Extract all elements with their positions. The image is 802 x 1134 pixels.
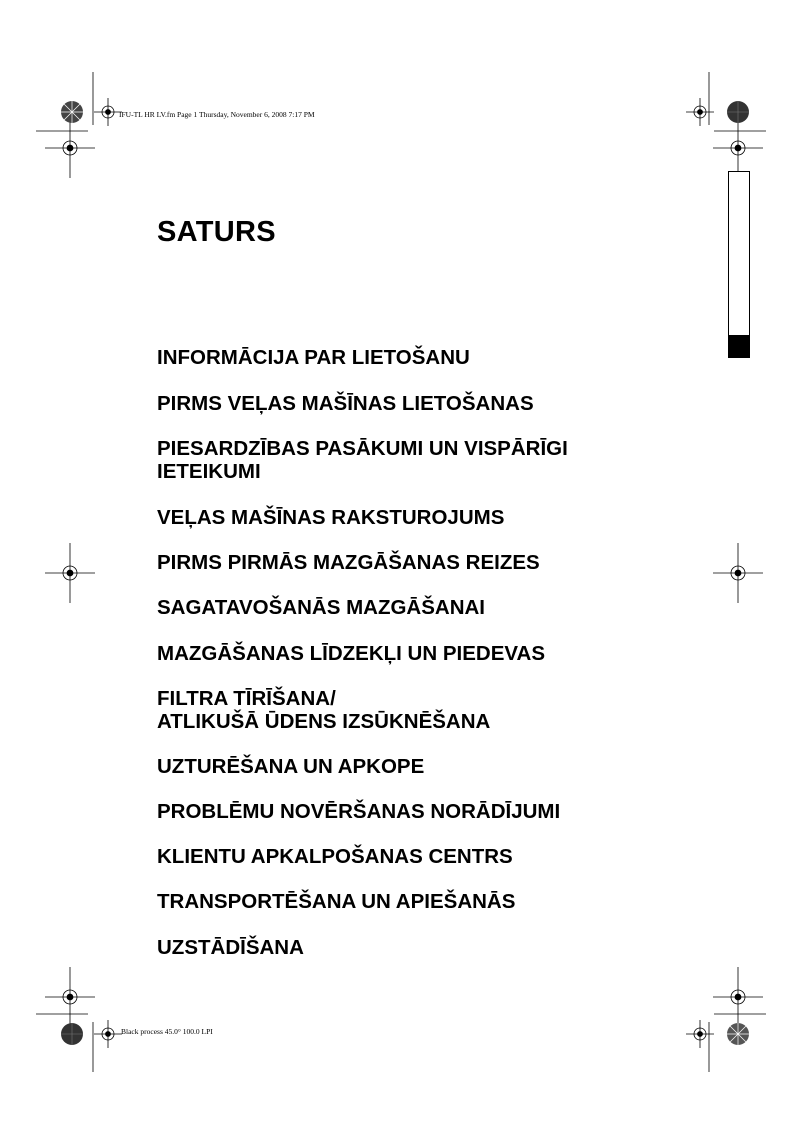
toc-entry-line: UZTURĒŠANA UN APKOPE <box>157 755 425 778</box>
toc-entry-line: IETEIKUMI <box>157 460 261 483</box>
toc-entry <box>157 437 568 483</box>
print-slug-header: IFU-TL HR LV.fm Page 1 Thursday, November 6, 2008 7:17 PM <box>119 110 315 119</box>
toc-entry-line: PIESARDZĪBAS PASĀKUMI UN VISPĀRĪGI <box>157 437 568 460</box>
section-tab-marker <box>728 171 750 358</box>
toc-entry-line: VEĻAS MAŠĪNAS RAKSTUROJUMS <box>157 506 505 529</box>
toc-entry <box>157 845 513 868</box>
print-slug-footer: Black process 45.0° 100.0 LPI <box>121 1027 213 1036</box>
toc-entry-line: PIRMS VEĻAS MAŠĪNAS LIETOŠANAS <box>157 392 534 415</box>
toc-entry-line: INFORMĀCIJA PAR LIETOŠANU <box>157 346 470 369</box>
toc-entry-line: TRANSPORTĒŠANA UN APIEŠANĀS <box>157 890 516 913</box>
toc-entry-line: PROBLĒMU NOVĒRŠANAS NORĀDĪJUMI <box>157 800 561 823</box>
toc-entry <box>157 551 540 574</box>
toc-entry-line: ATLIKUŠĀ ŪDENS IZSŪKNĒŠANA <box>157 710 491 733</box>
toc-entry-line: SAGATAVOŠANĀS MAZGĀŠANAI <box>157 596 485 619</box>
toc-entry <box>157 755 424 778</box>
toc-entry <box>157 392 534 415</box>
toc-entry <box>157 596 485 619</box>
toc-entry <box>157 936 304 959</box>
toc-entry <box>157 346 470 369</box>
toc-entry-line: FILTRA TĪRĪŠANA/ <box>157 687 336 710</box>
toc-entry-line: UZSTĀDĪŠANA <box>157 936 304 959</box>
toc-entry <box>157 687 490 733</box>
toc-entry <box>157 642 545 665</box>
page-title: SATURS <box>157 216 276 248</box>
toc-entry-line: KLIENTU APKALPOŠANAS CENTRS <box>157 845 513 868</box>
toc-entry <box>157 506 504 529</box>
toc-entry <box>157 800 560 823</box>
toc-entry-line: MAZGĀŠANAS LĪDZEKĻI UN PIEDEVAS <box>157 642 545 665</box>
toc-entry-line: PIRMS PIRMĀS MAZGĀŠANAS REIZES <box>157 551 540 574</box>
toc-entry <box>157 890 515 913</box>
section-tab-fill <box>729 335 749 357</box>
